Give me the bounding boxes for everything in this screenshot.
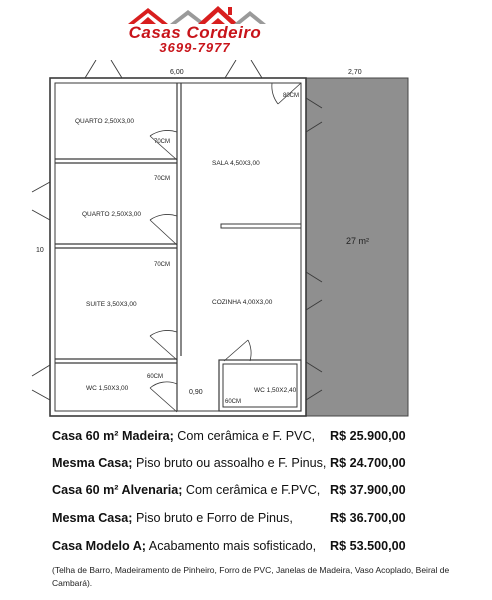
- company-phone: 3699-7977: [159, 40, 231, 55]
- porch-area-label: 27 m²: [346, 236, 370, 246]
- room-label: QUARTO 2,50X3,00: [82, 211, 142, 218]
- price-value: R$ 25.900,00: [330, 429, 406, 443]
- door-width-label: 70CM: [154, 262, 171, 268]
- room-label: COZINHA 4,00X3,00: [212, 299, 273, 306]
- price-description: Com cerâmica e F. PVC,: [173, 429, 316, 443]
- dimension-width-label: 6,00: [170, 69, 184, 76]
- price-description: Acabamento mais sofisticado,: [146, 539, 317, 553]
- door-swing: [150, 214, 177, 245]
- company-name: Casas Cordeiro: [128, 23, 262, 42]
- inner-wall: [55, 83, 301, 411]
- outer-wall: [50, 78, 306, 416]
- door-swing: [150, 330, 177, 360]
- room-label: WC 1,50X2,40: [254, 387, 297, 394]
- price-row: [52, 539, 472, 557]
- footnote: (Telha de Barro, Madeiramento de Pinheiro, Forro de PVC, Janelas de Madeira, Vaso Acoplado, Beiral de Cambará).: [52, 565, 450, 588]
- room-label: WC 1,50X3,00: [86, 385, 129, 392]
- door-swing: [150, 382, 177, 412]
- partition-wall: [221, 224, 301, 228]
- price-model: Casa 60 m² Madeira;: [52, 429, 174, 443]
- price-model: Mesma Casa;: [52, 456, 133, 470]
- price-model: Casa Modelo A;: [52, 539, 146, 553]
- door-swing: [150, 130, 177, 160]
- door-width-label: 60CM: [147, 374, 164, 380]
- window-left: [32, 182, 50, 220]
- dimension-height-label: 10: [36, 247, 44, 254]
- price-description: Piso bruto e Forro de Pinus,: [132, 511, 293, 525]
- price-description: Com cerâmica e F.PVC,: [182, 483, 321, 497]
- window-top: [225, 60, 262, 78]
- door-width-label: 80CM: [283, 93, 300, 99]
- room-label: SALA 4,50X3,00: [212, 160, 260, 167]
- floor-plan: [0, 60, 492, 420]
- door-width-label: 70CM: [154, 139, 171, 145]
- price-value: R$ 24.700,00: [330, 456, 406, 470]
- room-label: QUARTO 2,50X3,00: [75, 118, 135, 125]
- price-model: Mesma Casa;: [52, 511, 133, 525]
- price-row: [52, 483, 472, 501]
- window-left: [32, 365, 50, 400]
- price-model: Casa 60 m² Alvenaria;: [52, 483, 183, 497]
- price-row: [52, 429, 472, 447]
- price-row: [52, 511, 472, 529]
- price-value: R$ 37.900,00: [330, 483, 406, 497]
- price-description: Piso bruto ou assoalho e F. Pinus,: [132, 456, 327, 470]
- porch-area: [306, 78, 408, 416]
- corridor-width-label: 0,90: [189, 389, 203, 396]
- door-swing: [224, 340, 251, 361]
- room-label: SUITE 3,50X3,00: [86, 301, 137, 308]
- price-value: R$ 53.500,00: [330, 539, 406, 553]
- company-logo: [110, 4, 280, 56]
- window-top: [83, 60, 124, 78]
- door-width-label: 70CM: [154, 176, 171, 182]
- price-row: [52, 456, 472, 474]
- door-width-label: 60CM: [225, 399, 242, 405]
- dimension-porch-label: 2,70: [348, 69, 362, 76]
- price-value: R$ 36.700,00: [330, 511, 406, 525]
